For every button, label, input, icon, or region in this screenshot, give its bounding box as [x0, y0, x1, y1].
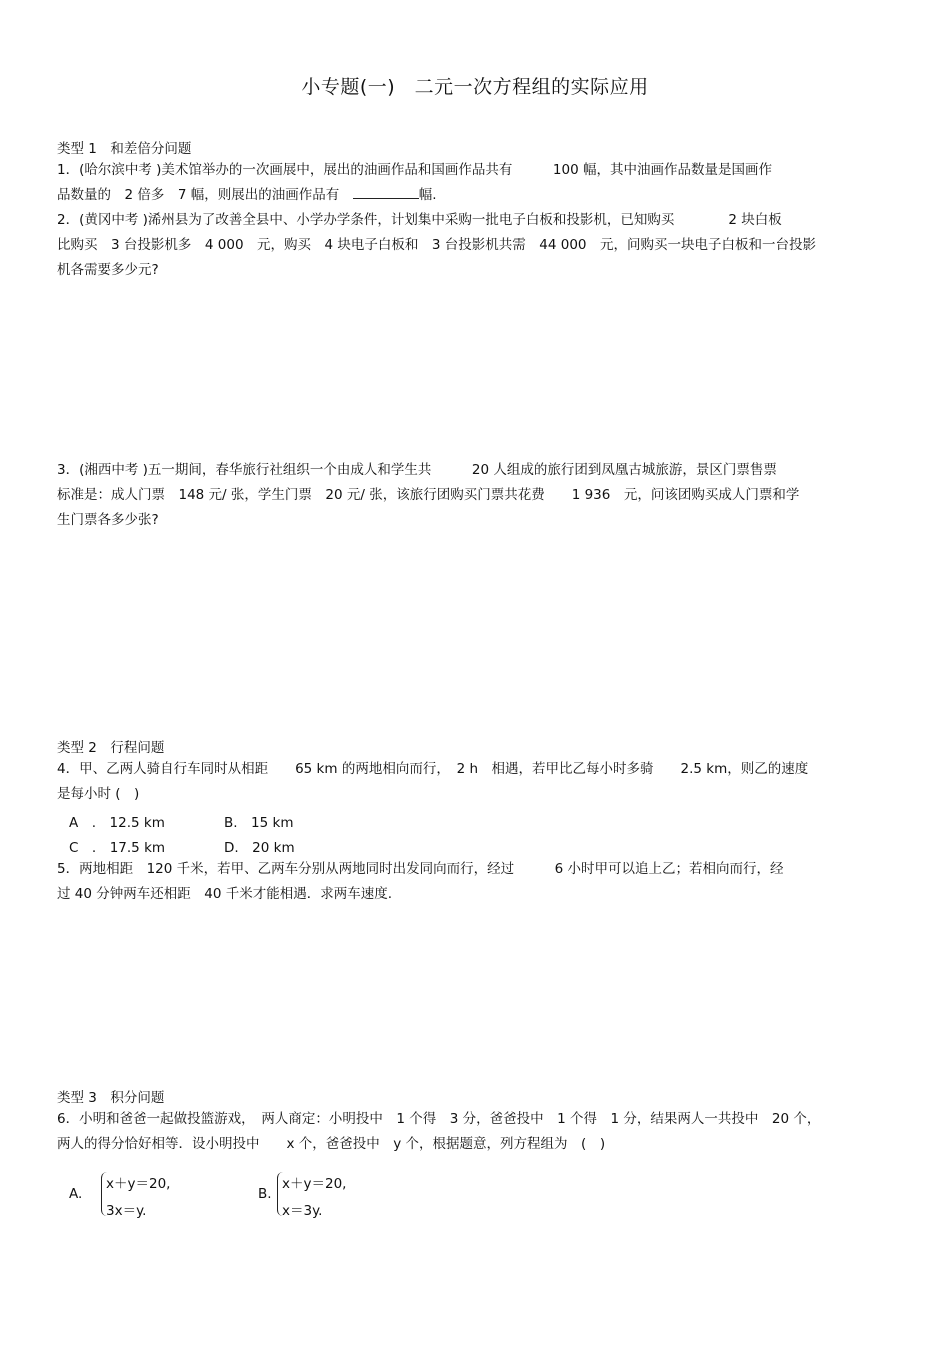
q6-line-2: 两人的得分恰好相等．设小明投中 x 个，爸爸投中 y 个，根据题意，列方程组为 ( ) [57, 1136, 606, 1152]
q4-line-2: 是每小时 ( ) [57, 786, 140, 802]
q4-option-c[interactable]: C . 17.5 km [69, 840, 166, 856]
q3-line-3: 生门票各多少张? [57, 512, 159, 528]
q5-line-2: 过 40 分钟两车还相距 40 千米才能相遇．求两车速度. [57, 886, 393, 902]
section-heading-1: 类型 1 和差倍分问题 [57, 141, 192, 157]
q6-option-b-eq1: x＋y＝20, [282, 1176, 347, 1192]
section-heading-3: 类型 3 积分问题 [57, 1090, 165, 1106]
q2-line-1: 2．(黄冈中考 )浠州县为了改善全县中、小学办学条件，计划集中采购一批电子白板和投影机，已知购买 2 块白板 [57, 212, 782, 228]
q6-option-a[interactable] [69, 1172, 219, 1222]
answer-blank[interactable] [353, 186, 419, 199]
q1-line-1: 1．(哈尔滨中考 )美术馆举办的一次画展中，展出的油画作品和国画作品共有 100 幅，其中油画作品数量是国画作 [57, 162, 772, 178]
q6-option-a-eq1: x＋y＝20, [106, 1176, 171, 1192]
q6-option-a-eq2: 3x＝y. [106, 1203, 147, 1219]
q4-option-d[interactable]: D. 20 km [224, 840, 295, 856]
q6-option-b-label: B. [258, 1186, 272, 1202]
q6-option-a-label: A. [69, 1186, 83, 1202]
page-title: 小专题(一) 二元一次方程组的实际应用 [301, 76, 649, 98]
q6-line-1: 6．小明和爸爸一起做投篮游戏， 两人商定：小明投中 1 个得 3 分，爸爸投中 1 个得 1 分，结果两人一共投中 20 个， [57, 1111, 821, 1127]
q2-line-2: 比购买 3 台投影机多 4 000 元，购买 4 块电子白板和 3 台投影机共需 44 000 元，问购买一块电子白板和一台投影 [57, 237, 817, 253]
q4-option-b[interactable]: B. 15 km [224, 815, 294, 831]
q6-option-b-eq2: x＝3y. [282, 1203, 323, 1219]
q2-line-3: 机各需要多少元? [57, 262, 159, 278]
q3-line-2: 标准是：成人门票 148 元/ 张，学生门票 20 元/ 张，该旅行团购买门票共花费 1 936 元，问该团购买成人门票和学 [57, 487, 800, 503]
q1-line-2-unit: 幅. [418, 187, 437, 203]
q1-line-2 [57, 186, 437, 204]
q1-line-2-text: 品数量的 2 倍多 7 幅，则展出的油画作品有 [57, 187, 353, 203]
q4-option-a[interactable]: A . 12.5 km [69, 815, 165, 831]
section-heading-2: 类型 2 行程问题 [57, 740, 165, 756]
q5-line-1: 5．两地相距 120 千米，若甲、乙两车分别从两地同时出发同向而行，经过 6 小时甲可以追上乙；若相向而行，经 [57, 861, 784, 877]
q4-line-1: 4．甲、乙两人骑自行车同时从相距 65 km 的两地相向而行， 2 h 相遇，若甲比乙每小时多骑 2.5 km，则乙的速度 [57, 761, 809, 777]
q3-line-1: 3．(湘西中考 )五一期间，春华旅行社组织一个由成人和学生共 20 人组成的旅行团到凤凰古城旅游，景区门票售票 [57, 462, 777, 478]
q6-option-b[interactable] [258, 1172, 408, 1222]
